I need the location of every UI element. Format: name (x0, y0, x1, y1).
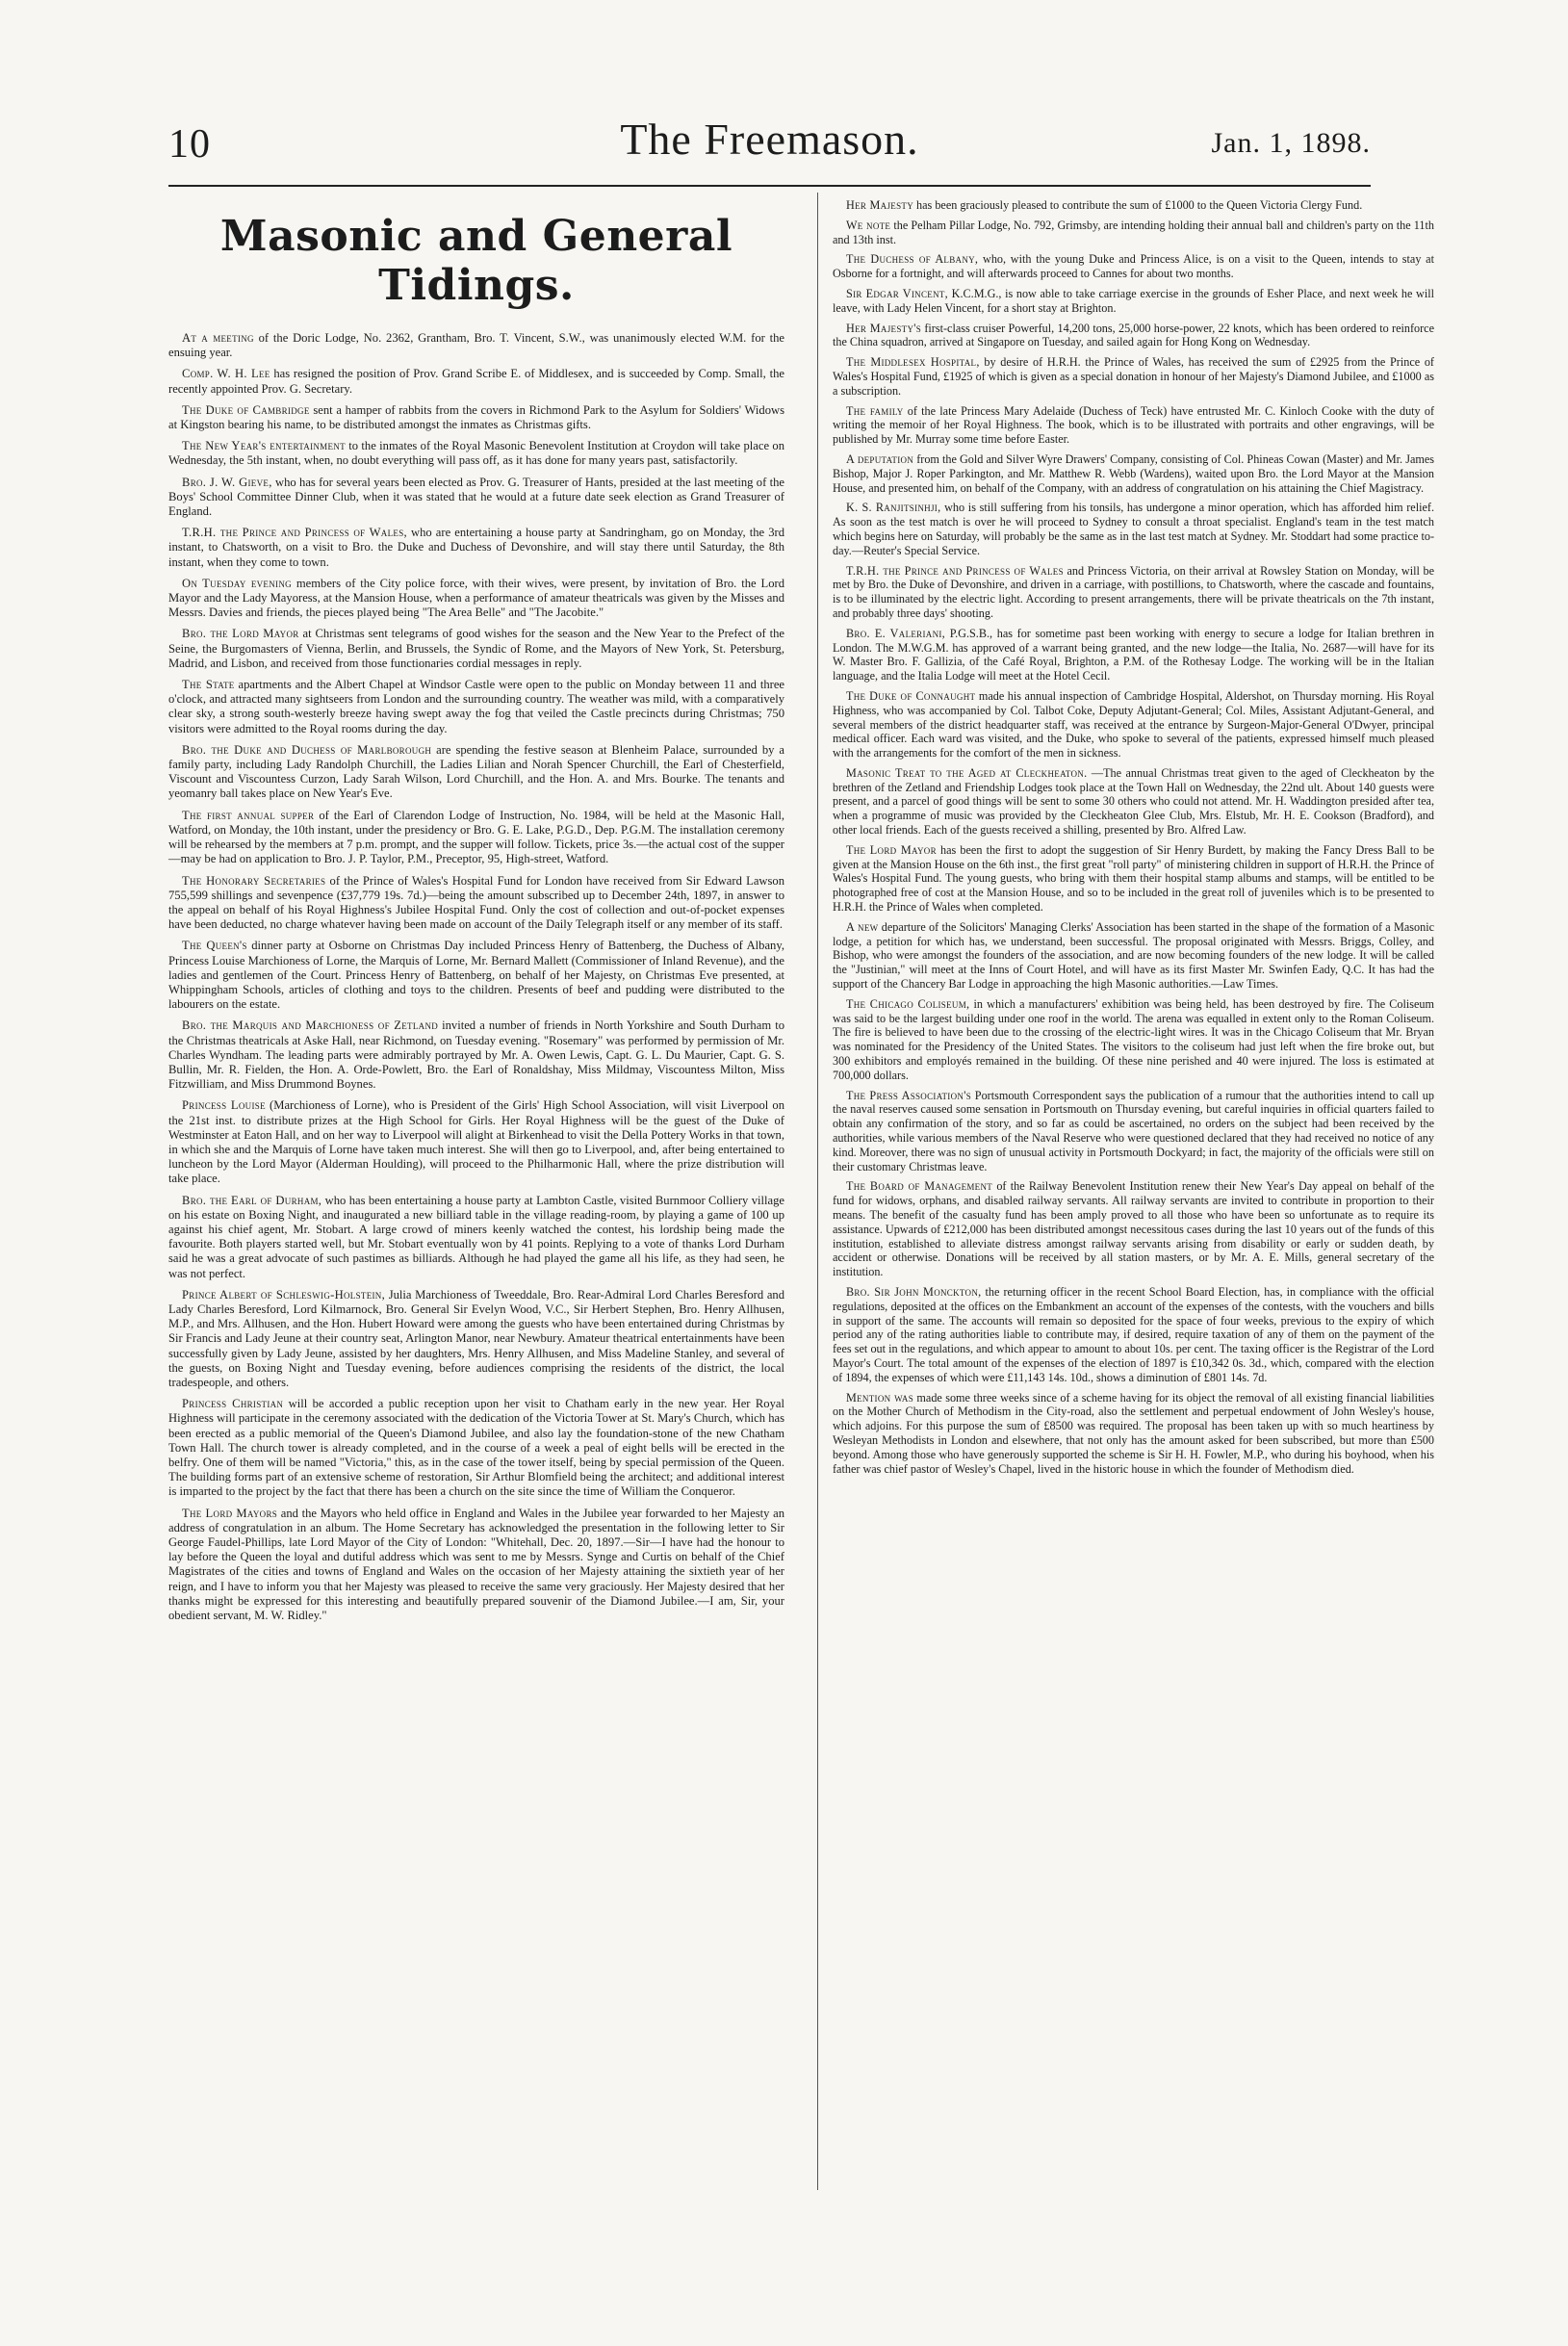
news-item (833, 355, 1434, 398)
item-lead: The family (846, 403, 904, 418)
item-text: to the inmates of the Royal Masonic Benevolent Institution at Croydon will take place on Wednesday, the 5th instant, when, no doubt everything will pass off, as it has done for many years past, satisfactorily. (168, 439, 784, 468)
item-text: P.G.S.B., has for sometime past been working with energy to secure a lodge for Italian brethren in London. The M.W.G.M. has approved of a warrant being granted, and the new lodge—the Italia, No. 2687—will have for its W. Master Bro. F. Gallizia, of the Café Royal, Brighton, a P.M. of the Rothesay Lodge. The working will be in the Italian language, and the Italia Lodge will meet at the Hotel Cecil. (833, 626, 1434, 683)
item-text: who are entertaining a house party at Sandringham, go on Monday, the 3rd instant, to Chatsworth, on a visit to Bro. the Duke and Duchess of Devonshire, and will stay there until Saturday, the 8th instant, when they come to town. (168, 526, 784, 569)
news-item (168, 874, 784, 933)
item-lead: Bro. E. Valeriani, (846, 626, 946, 640)
item-text: has been graciously pleased to contribute the sum of £1000 to the Queen Victoria Clergy Fund. (913, 198, 1363, 212)
news-item (168, 577, 784, 621)
item-lead: The Duke of Connaught (846, 688, 976, 703)
item-text: has been the first to adopt the suggestion of Sir Henry Burdett, by making the Fancy Dress Ball to be given at the Mansion House on the 6th inst., the first great "roll party" of ministering children in support of H.R.H. the Prince of Wales's Hospital Fund. The young guests, who bring with them their hospital stamp albums and stamps, will be entitled to be photographed free of cost at the Mansion House, and so to be included in the great roll of juveniles which is to be presented to H.R.H. the Prince of Wales when completed. (833, 842, 1434, 915)
item-lead: Bro. the Earl of Durham, (182, 1193, 322, 1207)
item-lead: Sir Edgar Vincent, (846, 286, 949, 300)
item-lead: Bro. the Duke and Duchess of Marlborough (182, 742, 432, 757)
item-lead: The State (182, 678, 235, 692)
item-lead: The Middlesex Hospital, (846, 355, 980, 370)
item-lead: Bro. the Lord Mayor (182, 627, 299, 641)
item-text: members of the City police force, with their wives, were present, by invitation of Bro. the Lord Mayor and the Lady Mayoress, at the Mansion House, when a performance of amateur theatricals was given by the Misses and Messrs. Davies and friends, the pieces played being "The Area Belle" and "The Jacobite." (168, 576, 784, 620)
item-lead: The Lord Mayors (182, 1506, 278, 1520)
news-item (833, 452, 1434, 495)
news-item (833, 1179, 1434, 1279)
item-text: in which a manufacturers' exhibition was being held, has been destroyed by fire. The Coliseum was said to be the largest building under one roof in the world. The arena was equalled in extent only to the Roman Coliseum. The fire is believed to have been due to the crossing of the electric-light wires. It was in the Chicago Coliseum that Mr. Bryan was nominated for the Presidency of the United States. The visitors to the coliseum had just left when the fire broke out, but 300 exhibitors and employés remained in the building. Of these nine perished and 40 were injured. The loss is estimated at 700,000 dollars. (833, 996, 1434, 1082)
item-text: sent a hamper of rabbits from the covers in Richmond Park to the Asylum for Soldiers' Widows at Kingston bearing his name, to be distributed amongst the inmates as Christmas gifts. (168, 402, 784, 432)
news-item (168, 367, 784, 396)
item-text: of the Earl of Clarendon Lodge of Instruction, No. 1984, will be held at the Masonic Hall, Watford, on Monday, the 10th instant, under the presidency or Bro. G. E. Lake, P.G.D., Dep. P.G.M. The installation ceremony will be rehearsed by the members at 7 p.m. prompt, and the supper will follow. Tickets, price 3s.—the actual cost of the supper—may be had on application to Bro. J. P. Taylor, P.M., Preceptor, 95, High-street, Watford. (168, 808, 784, 866)
item-text: and the Mayors who held office in England and Wales in the Jubilee year forwarded to her Majesty an address of congratulation in an album. The Home Secretary has acknowledged the presentation in the following letter to Sir George Faudel-Phillips, late Lord Mayor of the City of London: "Whitehall, Dec. 20, 1897.—Sir—I have had the honour to lay before the Queen the loyal and dutiful address which was sent to me by Messrs. Synge and Curtis on behalf of the Chief Magistrates of the cities and towns of England and Wales on the occasion of her Majesty attaining the sixtieth year of her reign, and I have to inform you that her Majesty was pleased to receive the same very graciously. Her Majesty desired that her thanks might be expressed for this interesting and beautifully prepared souvenir of the Diamond Jubilee.—I am, Sir, your obedient servant, M. W. Ridley." (168, 1506, 785, 1623)
item-lead: T.R.H. the Prince and Princess of Wales (846, 563, 1064, 578)
issue-date: Jan. 1, 1898. (1211, 127, 1371, 159)
item-lead: The Queen's (182, 939, 247, 953)
item-text: and Princess Victoria, on their arrival at Rowsley Station on Monday, will be met by Bro. the Duke of Devonshire, and driven in a carriage, with postillions, to Chatsworth, where the cascade and fountains, is to be illuminated by the electric light. According to present arrangements, there will be private theatricals on the 7th instant, and probably three days' shooting. (833, 563, 1434, 620)
masthead-title: The Freemason. (620, 115, 919, 164)
news-item (168, 439, 784, 468)
item-text: who is still suffering from his tonsils, has undergone a minor operation, which has afforded him relief. As soon as the test match is over he will proceed to Sydney to consult a throat specialist. England's team in the test match which begins here on Saturday, will probably be the same as in the last test match at Sydney. Mr. Stoddart had some practice to-day.—Reuter's Special Service. (833, 501, 1434, 557)
item-text: will be accorded a public reception upon her visit to Chatham early in the new year. Her Royal Highness will participate in the ceremony associated with the dedication of the Victoria Tower at St. Mary's Church, which has been erected as a public memorial of the Queen's Diamond Jubilee, and also lay the foundation-stone of the new Chatham Town Hall. The church tower is already completed, and in the course of a week a peal of eight bells will be erected in the belfry. One of them will be named "Victoria," this, as in the case of the tower itself, being by special permission of the Queen. The building forms part of an extensive scheme of restoration, Sir Arthur Blomfield being the architect; and additional interest is imparted to the project by the fact that there has been a church on the site since the time of William the Conqueror. (168, 1397, 784, 1499)
news-item (168, 1018, 784, 1092)
header-rule (168, 185, 1371, 187)
item-text: of the late Princess Mary Adelaide (Duchess of Teck) have entrusted Mr. C. Kinloch Cooke with the duty of writing the memoir of her Royal Highness. The book, which is to be illustrated with portraits and other engravings, will be published by Mr. Murray some time before Easter. (833, 403, 1435, 447)
item-lead: The Chicago Coliseum, (846, 996, 970, 1011)
news-item (833, 287, 1434, 316)
item-text: departure of the Solicitors' Managing Clerks' Association has been started in the shape of the formation of a Masonic lodge, a petition for which has, we understand, been successful. The proposal originated with Messrs. Briggs, Colley, and Bishop, who were amongst the founders of the association, and are now becoming founders of the new lodge. It will be called the "Justinian," will meet at the Inns of Court Hotel, and will have as its first Master Mr. Swinfen Eady, Q.C. It has had the support of the Chancery Bar Lodge in approaching the high Masonic authorities.—Law Times. (833, 919, 1434, 992)
item-text: (Marchioness of Lorne), who is President of the Girls' High School Association, will visit Liverpool on the 21st inst. to distribute prizes at the High School for Girls. Her Royal Highness will be the guest of the Duke of Westminster at Eaton Hall, and on her way to Liverpool will alight at Birkenhead to visit the Della Pottery Works in that town, in which she and the Marquis of Lorne have taken much interest. She will then go to Liverpool, and, after being entertained to luncheon by the Lord Mayor (Alderman Houlding), will proceed to the Philharmonic Hall, where the prize distribution will take place. (168, 1098, 785, 1186)
right-column (833, 198, 1434, 1482)
news-item (168, 678, 784, 736)
news-item (168, 809, 784, 867)
item-text: dinner party at Osborne on Christmas Day included Princess Henry of Battenberg, the Duchess of Albany, Princess Louise Marchioness of Lorne, the Marquis of Lorne, Mr. Bernard Mallett (Commissioner of Inland Revenue), and the ladies and gentlemen of the Court. Princess Henry of Battenberg, on behalf of her Majesty, on Christmas Eve presented, at Whippingham Schools, articles of clothing and toys to the children. Presents of beef and pudding were distributed to the labourers on the estate. (168, 939, 784, 1012)
news-item (833, 322, 1434, 350)
item-text: made his annual inspection of Cambridge Hospital, Aldershot, on Thursday morning. His Royal Highness, who was accompanied by Col. Talbot Coke, Deputy Adjutant-General; Col. Miles, Assistant Adjutant-General, and several members of the district headquarter staff, was received at the entrance by Surgeon-Major-General O'Dwyer, principal medical officer. Each ward was visited, and the Duke, who spoke to several of the patients, expressed himself much pleased with the arrangements for the comfort of the men in sickness. (833, 688, 1434, 761)
news-item (833, 920, 1434, 992)
item-lead: The New Year's entertainment (182, 439, 346, 453)
item-text: of the Railway Benevolent Institution renew their New Year's Day appeal on behalf of the fund for widows, orphans, and disabled railway servants. All railway servants are invited to contribute in proportion to their means. The benefit of the casualty fund has been amply proved to all those who have been so unfortunate as to require its assistance. Upwards of £212,000 has been distributed amongst necessitous cases during the last 10 years out of the funds of this institution, established to alleviate distress amongst railway servants arising from disability or early or sudden death, by accident or otherwise. Donations will be received by all station masters, or by Mr. A. E. Mills, general secretary of the institution. (833, 1179, 1434, 1279)
news-item (168, 939, 784, 1012)
news-item (168, 526, 784, 570)
news-item (833, 1285, 1434, 1385)
item-text: are spending the festive season at Blenheim Palace, surrounded by a family party, including Lady Randolph Churchill, the Ladies Lilian and Norah Spencer Churchill, the Earl of Chesterfield, Viscount and Viscountess Curzon, Lady Sarah Wilson, Lord Churchill, and the Hon. A. and Mrs. Bourke. The tenants and yeomanry ball takes place on New Year's Eve. (168, 742, 784, 801)
item-lead: The Board of Management (846, 1179, 993, 1194)
news-item (833, 997, 1434, 1083)
item-text: who has for several years been elected as Prov. G. Treasurer of Hants, presided at the last meeting of the Boys' School Committee Dinner Club, when it was stated that he would at a future date seek election as Grand Treasurer of England. (168, 475, 784, 519)
news-item (168, 1288, 784, 1390)
item-lead: Bro. the Marquis and Marchioness of Zetland (182, 1018, 439, 1033)
item-lead: K. S. Ranjitsinhji, (846, 501, 941, 515)
item-text: from the Gold and Silver Wyre Drawers' Company, consisting of Col. Phineas Cowan (Master) and Mr. James Bishop, Major J. Roper Parkington, and Mr. Matthew R. Webb (Wardens), waited upon Bro. the Lord Mayor at the Mansion House, and presented him, on behalf of the Company, with an address of congratulation on his attaining the Chief Magistracy. (833, 451, 1434, 495)
news-item (168, 627, 784, 671)
page-header (168, 114, 1371, 181)
item-text: K.C.M.G., is now able to take carriage exercise in the grounds of Esher Place, and next week he will leave, with Lady Helen Vincent, for a short stay at Brighton. (833, 286, 1435, 315)
item-text: Portsmouth Correspondent says the publication of a rumour that the authorities intend to call up the naval reserves caused some sensation in Portsmouth on Thursday evening, but careful inquiries in official quarters failed to obtain any confirmation of the story, and so far as could be ascertained, no orders on the subject had been received by the authorities, while various members of the Naval Reserve who were questioned declared that they had received no notice of any kind. Moreover, there was no sign of unusual activity in Portsmouth Dockyard; in fact, the majority of the officials were still on their customary Christmas leave. (833, 1088, 1434, 1173)
item-lead: The Honorary Secretaries (182, 873, 326, 888)
section-title: Masonic and General Tidings. (219, 212, 733, 310)
news-item (168, 1098, 784, 1186)
item-text: first-class cruiser Powerful, 14,200 tons, 25,000 horse-power, 22 knots, which has been ordered to reinforce the China squadron, arrived at Singapore on Tuesday, and sailed again for Hong Kong on Wednesday. (833, 321, 1434, 349)
item-lead: A deputation (846, 451, 914, 466)
item-lead: Princess Louise (182, 1098, 266, 1113)
news-item (168, 743, 784, 802)
item-lead: Princess Christian (182, 1397, 284, 1411)
news-item (168, 1194, 784, 1281)
item-text: who has been entertaining a house party at Lambton Castle, visited Burnmoor Colliery village on his estate on Boxing Night, and inaugurated a new billiard table in the village reading-room, by playing a game of 100 up against his chief agent, Mr. Stobart. A large crowd of miners keenly watched the contest, his lordship being made the favourite. Both players started well, but Mr. Stobart eventually won by 41 points. Replying to a vote of thanks Lord Durham said he was a great advocate of such pastimes as billiards. Although he had played the game all his life, as they had seen, he was not perfect. (168, 1193, 784, 1280)
column-divider (817, 193, 818, 2190)
left-column (168, 198, 784, 1630)
item-lead: The Press Association's (846, 1088, 972, 1102)
news-item (168, 476, 784, 520)
news-item (833, 1089, 1434, 1174)
item-lead: Her Majesty's (846, 321, 922, 335)
item-text: the Pelham Pillar Lodge, No. 792, Grimsby, are intending holding their annual ball and children's party on the 11th and 13th inst. (833, 218, 1434, 246)
item-lead: Mention was (846, 1390, 914, 1405)
news-item (833, 252, 1434, 281)
item-lead: The Duchess of Albany, (846, 252, 979, 267)
news-item (833, 689, 1434, 761)
item-lead: On Tuesday evening (182, 576, 292, 590)
page-number: 10 (168, 122, 211, 167)
item-lead: T.R.H. the Prince and Princess of Wales, (182, 526, 407, 540)
item-lead: The Lord Mayor (846, 842, 937, 857)
item-text: the returning officer in the recent School Board Election, has, in compliance with the official regulations, deposited at the offices on the Embankment an account of the expenses of the contests, with the vouchers and bills in support of the same. The accounts will remain so deposited for the space of four weeks, previous to the expiry of which period any of the rating authorities liable to contribute may, if desired, require taxation of any of them on the payment of the fees set out in the regulations, and which appear to amount to about 10s. per cent. The taxing officer is the Registrar of the Lord Mayor's Court. The total amount of the expenses of the election of 1897 is £10,342 0s. 3d., which, compared with the election of 1894, the expenses of which were £11,143 14s. 10d., shows a diminution of £801 14s. 7d. (833, 1284, 1434, 1384)
news-item (833, 219, 1434, 247)
item-lead: Comp. W. H. Lee (182, 367, 270, 381)
news-item (833, 501, 1434, 557)
item-lead: A new (846, 919, 879, 934)
news-item (168, 331, 784, 360)
item-text: Julia Marchioness of Tweeddale, Bro. Rear-Admiral Lord Charles Beresford and Lady Charles Beresford, Lord Kilmarnock, Bro. General Sir Evelyn Wood, V.C., Sir Herbert Stephen, Bro. Henry Allhusen, M.P., and Mrs. Allhusen, and the Hon. Hubert Howard were among the guests who have been entertained during Christmas by Sir Francis and Lady Jeune at their country seat, Arlington Manor, near Newbury. Amateur theatrical entertainments have been successfully given by Lady Jeune, assisted by her daughters, Mrs. Henry Allhusen, and Miss Madeline Stanley, and several of the guests, on Boxing Night and Tuesday evening, before audiences comprising the residents of the district, the local tradespeople, and others. (168, 1287, 785, 1389)
news-item (833, 843, 1434, 915)
news-item (833, 627, 1434, 683)
news-item (833, 404, 1434, 447)
item-text: at Christmas sent telegrams of good wishes for the season and the New Year to the Prefect of the Seine, the Burgomasters of Vienna, Berlin, and Brussels, the Syndic of Rome, and the Mayors of New York, St. Petersburg, Madrid, and Lisbon, and received from those functionaries cordial messages in reply. (168, 627, 784, 670)
news-item (168, 1507, 784, 1624)
item-text: —The annual Christmas treat given to the aged of Cleckheaton by the brethren of the Zetland and Friendship Lodges took place at the Town Hall on Wednesday, the 22nd ult. About 140 guests were present, and a parcel of good things will be sent to some 30 others who could not attend. Mr. H. Waddington presided after tea, when a programme of music was provided by the Cleckheaton Glee Club, Mrs. Elstub, Mr. H. E. Cookson (Bradford), and other local friends. Each of the guests received a shilling, presented by Bro. Alfred Law. (833, 765, 1434, 838)
news-item (168, 1397, 784, 1499)
item-lead: Bro. J. W. Gieve, (182, 475, 272, 489)
item-lead: Her Majesty (846, 198, 913, 212)
item-text: who, with the young Duke and Princess Alice, is on a visit to the Queen, intends to stay at Osborne for a fortnight, and will afterwards proceed to Cannes for about two months. (833, 252, 1434, 281)
item-text: of the Prince of Wales's Hospital Fund for London have received from Sir Edward Lawson 755,599 shillings and sevenpence (£37,779 19s. 7d.)—being the amount subscribed up to December 24th, 1897, in answer to the appeal on behalf of his Royal Highness's Jubilee Hospital Fund. Only the cost of collection and out-of-pocket expenses have been deducted, no charge whatever having been made on account of the Daily Telegraph itself or any member of its staff. (168, 873, 785, 932)
item-text: apartments and the Albert Chapel at Windsor Castle were open to the public on Monday between 11 and three o'clock, and attracted many sightseers from London and the surrounding country. The weather was mild, with a comparatively clear sky, a strong south-westerly breeze having swept away the fog that veiled the Castle precincts during Christmas; 750 visitors were admitted to the Royal rooms during the day. (168, 678, 785, 735)
news-item (168, 403, 784, 432)
item-text: has resigned the position of Prov. Grand Scribe E. of Middlesex, and is succeeded by Comp. Small, the recently appointed Prov. G. Secretary. (168, 367, 784, 396)
item-lead: The first annual supper (182, 808, 315, 822)
item-lead: We note (846, 218, 891, 232)
news-item (833, 198, 1434, 213)
item-text: invited a number of friends in North Yorkshire and South Durham to the Christmas theatricals at Aske Hall, near Richmond, on Tuesday evening. "Rosemary" was performed by permission of Mr. Charles Wyndham. The leading parts were admirably portrayed by Mr. A. Owen Lewis, Capt. G. L. Du Maurier, Capt. G. S. Bullin, Mr. R. Fielden, the Hon. A. Orde-Powlett, Bro. the Earl of Ronaldshay, Miss Mildmay, Viscountess Milton, Miss Fitzwilliam, and Miss Drummond Boynes. (168, 1018, 784, 1092)
item-lead: At a meeting (182, 331, 254, 345)
item-lead: Masonic Treat to the Aged at Cleckheaton. (846, 765, 1088, 780)
item-lead: Bro. Sir John Monckton, (846, 1284, 982, 1299)
news-item (833, 564, 1434, 621)
item-lead: Prince Albert of Schleswig-Holstein, (182, 1287, 386, 1302)
item-text: made some three weeks since of a scheme having for its object the removal of all existing financial liabilities on the Mother Church of Methodism in the City-road, also the settlement and perpetual endowment of John Wesley's house, which adjoins. For this purpose the sum of £8500 was required. The proposal has been taken up with so much heartiness by Wesleyan Methodists in London and elsewhere, that not only has the amount asked for been subscribed, but more than £500 beyond. Among those who have generously supported the scheme is Sir H. H. Fowler, M.P., who during his boyhood, when his father was chief pastor of Wesley's Chapel, lived in the historic house in which the founder of Methodism died. (833, 1390, 1434, 1476)
news-item (833, 766, 1434, 838)
item-lead: The Duke of Cambridge (182, 402, 310, 417)
news-item (833, 1391, 1434, 1477)
item-text: by desire of H.R.H. the Prince of Wales, has received the sum of £2925 from the Prince of Wales's Hospital Fund, £1925 of which is given as a special donation in honour of her Majesty's Diamond Jubilee, and £1000 as a subscription. (833, 355, 1434, 398)
item-text: of the Doric Lodge, No. 2362, Grantham, Bro. T. Vincent, S.W., was unanimously elected W.M. for the ensuing year. (168, 331, 785, 360)
